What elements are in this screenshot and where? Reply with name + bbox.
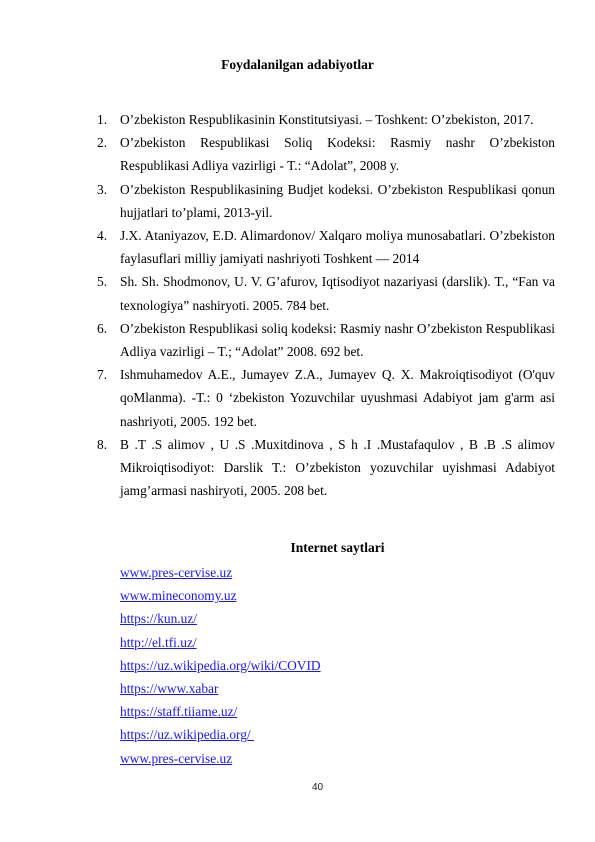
link-staff-tiiame[interactable]: https://staff.tiiame.uz/	[120, 704, 238, 720]
link-kun[interactable]: https://kun.uz/	[120, 611, 197, 627]
reference-list	[97, 108, 555, 502]
link-list-item	[120, 631, 321, 654]
link-list-item	[120, 607, 321, 630]
reference-text: Sh. Sh. Shodmonov, U. V. G’afurov, Iqtisodiyot nazariyasi (darslik). T., “Fan va texnologiya” nashiryoti. 2005. 784 bet.	[120, 274, 555, 313]
link-list-item	[120, 561, 321, 584]
link-list-item	[120, 723, 321, 746]
link-list-item	[120, 700, 321, 723]
reference-item	[97, 108, 555, 131]
reference-text: O’zbekiston Respublikasinin Konstitutsiyasi. – Toshkent: O’zbekiston, 2017.	[120, 112, 534, 127]
link-list-item	[120, 584, 321, 607]
reference-number: 1.	[97, 112, 108, 127]
reference-item	[97, 224, 555, 270]
reference-number: 8.	[97, 436, 108, 452]
reference-text: O’zbekiston Respublikasi Soliq Kodeksi: Rasmiy nashr O’zbekiston Respublikasi Adliya vazirligi - T.: “Adolat”, 2008 y.	[120, 135, 555, 174]
reference-item	[97, 131, 555, 177]
link-pres-cervise-repeat[interactable]: www.pres-cervise.uz	[120, 750, 233, 766]
reference-item	[97, 317, 555, 363]
reference-item	[97, 178, 555, 224]
reference-number: 3.	[97, 181, 108, 197]
link-list-item	[120, 677, 321, 700]
reference-item	[97, 433, 555, 503]
page-title: Foydalanilgan adabiyotlar	[221, 57, 374, 72]
reference-number: 6.	[97, 320, 108, 336]
link-mineconomy[interactable]: www.mineconomy.uz	[120, 588, 237, 604]
reference-text: Ishmuhamedov A.E., Jumayev Z.A., Jumayev Q. X. Makroiqtisodiyot (O'quv qoMlanma). -T.: 0 ‘zbekiston Yozuvchilar uyushmasi Adabiyot jam g'arm asi nashriyoti, 2005. 192 bet.	[120, 367, 555, 429]
reference-text: O’zbekiston Respublikasi soliq kodeksi: Rasmiy nashr O’zbekiston Respublikasi Adliya vazirligi – T.; “Adolat” 2008. 692 bet.	[120, 320, 555, 360]
page-number: 40	[311, 782, 324, 793]
reference-number: 4.	[97, 228, 108, 244]
reference-number: 5.	[97, 274, 108, 290]
reference-number: 7.	[97, 367, 108, 383]
link-list-item	[120, 747, 321, 770]
link-el-tfi[interactable]: http://el.tfi.uz/	[120, 634, 197, 650]
reference-text: B .T .S alimov , U .S .Muxitdinova , S h .I .Mustafaqulov , B .B .S alimov Mikroiqtisodiyot: Darslik T.: O’zbekiston yozuvchilar uyishmasi Adabiyot jamg’armasi nashiryoti, 2005. 208 bet.	[120, 436, 555, 499]
reference-item	[97, 363, 555, 433]
reference-item	[97, 270, 555, 316]
link-pres-cervise[interactable]: www.pres-cervise.uz	[120, 565, 233, 580]
reference-number: 2.	[97, 135, 108, 151]
reference-text: O’zbekiston Respublikasining Budjet kodeksi. O’zbekiston Respublikasi qonun hujjatlari to’plami, 2013-yil.	[120, 181, 555, 220]
link-list	[120, 561, 321, 770]
link-list-item	[120, 654, 321, 677]
link-wikipedia-covid[interactable]: https://uz.wikipedia.org/wiki/COVID	[120, 657, 321, 673]
reference-text: J.X. Ataniyazov, E.D. Alimardonov/ Xalqaro moliya munosabatlari. O’zbekiston faylasuflari milliy jamiyati nashriyoti Toshkent — 2014	[120, 228, 555, 267]
link-wikipedia[interactable]: https://uz.wikipedia.org/	[120, 727, 255, 743]
link-xabar[interactable]: https://www.xabar	[120, 680, 219, 696]
internet-sites-heading: Internet saytlari	[290, 540, 385, 555]
